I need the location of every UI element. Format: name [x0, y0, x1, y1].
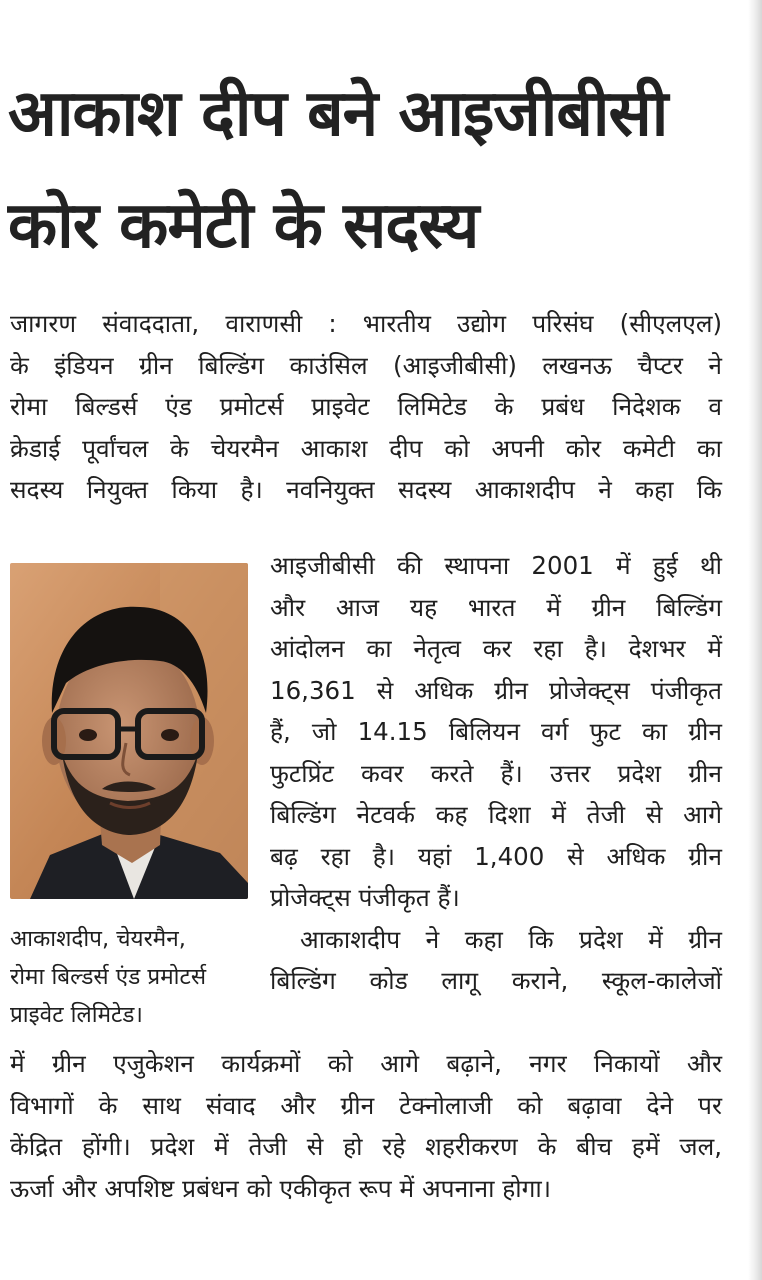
intro-line: के इंडियन ग्रीन बिल्डिंग काउंसिल (आइजीबीसी) लखनऊ चैप्टर ने: [10, 350, 722, 380]
intro-line: सदस्य नियुक्त किया है। नवनियुक्त सदस्य आकाशदीप ने कहा कि: [10, 475, 722, 504]
intro-line: क्रेडाई पूर्वांचल के चेयरमैन आकाश दीप को अपनी कोर कमेटी का: [10, 433, 722, 463]
closing-line: विभागों के साथ संवाद और ग्रीन टेक्नोलाजी को बढ़ावा देने पर: [10, 1090, 722, 1120]
column-line: बढ़ रहा है। यहां 1,400 से अधिक ग्रीन: [270, 841, 722, 871]
column-paragraph: [270, 545, 722, 1002]
headline-line-2: कोर कमेटी के सदस्य: [8, 189, 479, 263]
portrait-illustration: [10, 563, 248, 899]
column-line: बिल्डिंग नेटवर्क कह दिशा में तेजी से आगे: [270, 800, 722, 829]
intro-line: रोमा बिल्डर्स एंड प्रमोटर्स प्राइवेट लिमिटेड के प्रबंध निदेशक व: [10, 392, 722, 421]
closing-paragraph: [10, 1043, 722, 1209]
column-line: 16,361 से अधिक ग्रीन प्रोजेक्ट्स पंजीकृत: [270, 675, 722, 705]
column-line: हैं, जो 14.15 बिलियन वर्ग फुट का ग्रीन: [270, 717, 722, 746]
portrait-photo: [10, 563, 248, 899]
caption-line: आकाशदीप, चेयरमैन,: [10, 926, 186, 952]
page-edge-shadow: [748, 0, 762, 1280]
photo-caption: [10, 920, 265, 1034]
intro-line: जागरण संवाददाता, वाराणसी : भारतीय उद्योग परिसंघ (सीएलएल): [10, 309, 722, 338]
closing-line: ऊर्जा और अपशिष्ट प्रबंधन को एकीकृत रूप में अपनाना होगा।: [10, 1173, 552, 1203]
intro-paragraph: [10, 303, 722, 511]
column-line: बिल्डिंग कोड लागू कराने, स्कूल-कालेजों: [270, 966, 722, 995]
caption-line: प्राइवेट लिमिटेड।: [10, 1002, 143, 1028]
column-line: प्रोजेक्ट्स पंजीकृत हैं।: [270, 883, 460, 912]
closing-line: में ग्रीन एजुकेशन कार्यक्रमों को आगे बढ़ाने, नगर निकायों और: [10, 1049, 722, 1078]
column-line: आंदोलन का नेतृत्व कर रहा है। देशभर में: [270, 634, 722, 663]
column-line: फुटप्रिंट कवर करते हैं। उत्तर प्रदेश ग्रीन: [270, 758, 722, 788]
column-line: और आज यह भारत में ग्रीन बिल्डिंग: [270, 592, 722, 622]
caption-line: रोमा बिल्डर्स एंड प्रमोटर्स: [10, 964, 207, 990]
column-line: आइजीबीसी की स्थापना 2001 में हुई थी: [270, 551, 722, 580]
headline: [8, 58, 748, 282]
closing-line: केंद्रित होंगी। प्रदेश में तेजी से हो रहे शहरीकरण के बीच हमें जल,: [10, 1132, 722, 1161]
headline-line-1: आकाश दीप बने आइजीबीसी: [8, 77, 668, 151]
column-line: आकाशदीप ने कहा कि प्रदेश में ग्रीन: [300, 924, 722, 954]
